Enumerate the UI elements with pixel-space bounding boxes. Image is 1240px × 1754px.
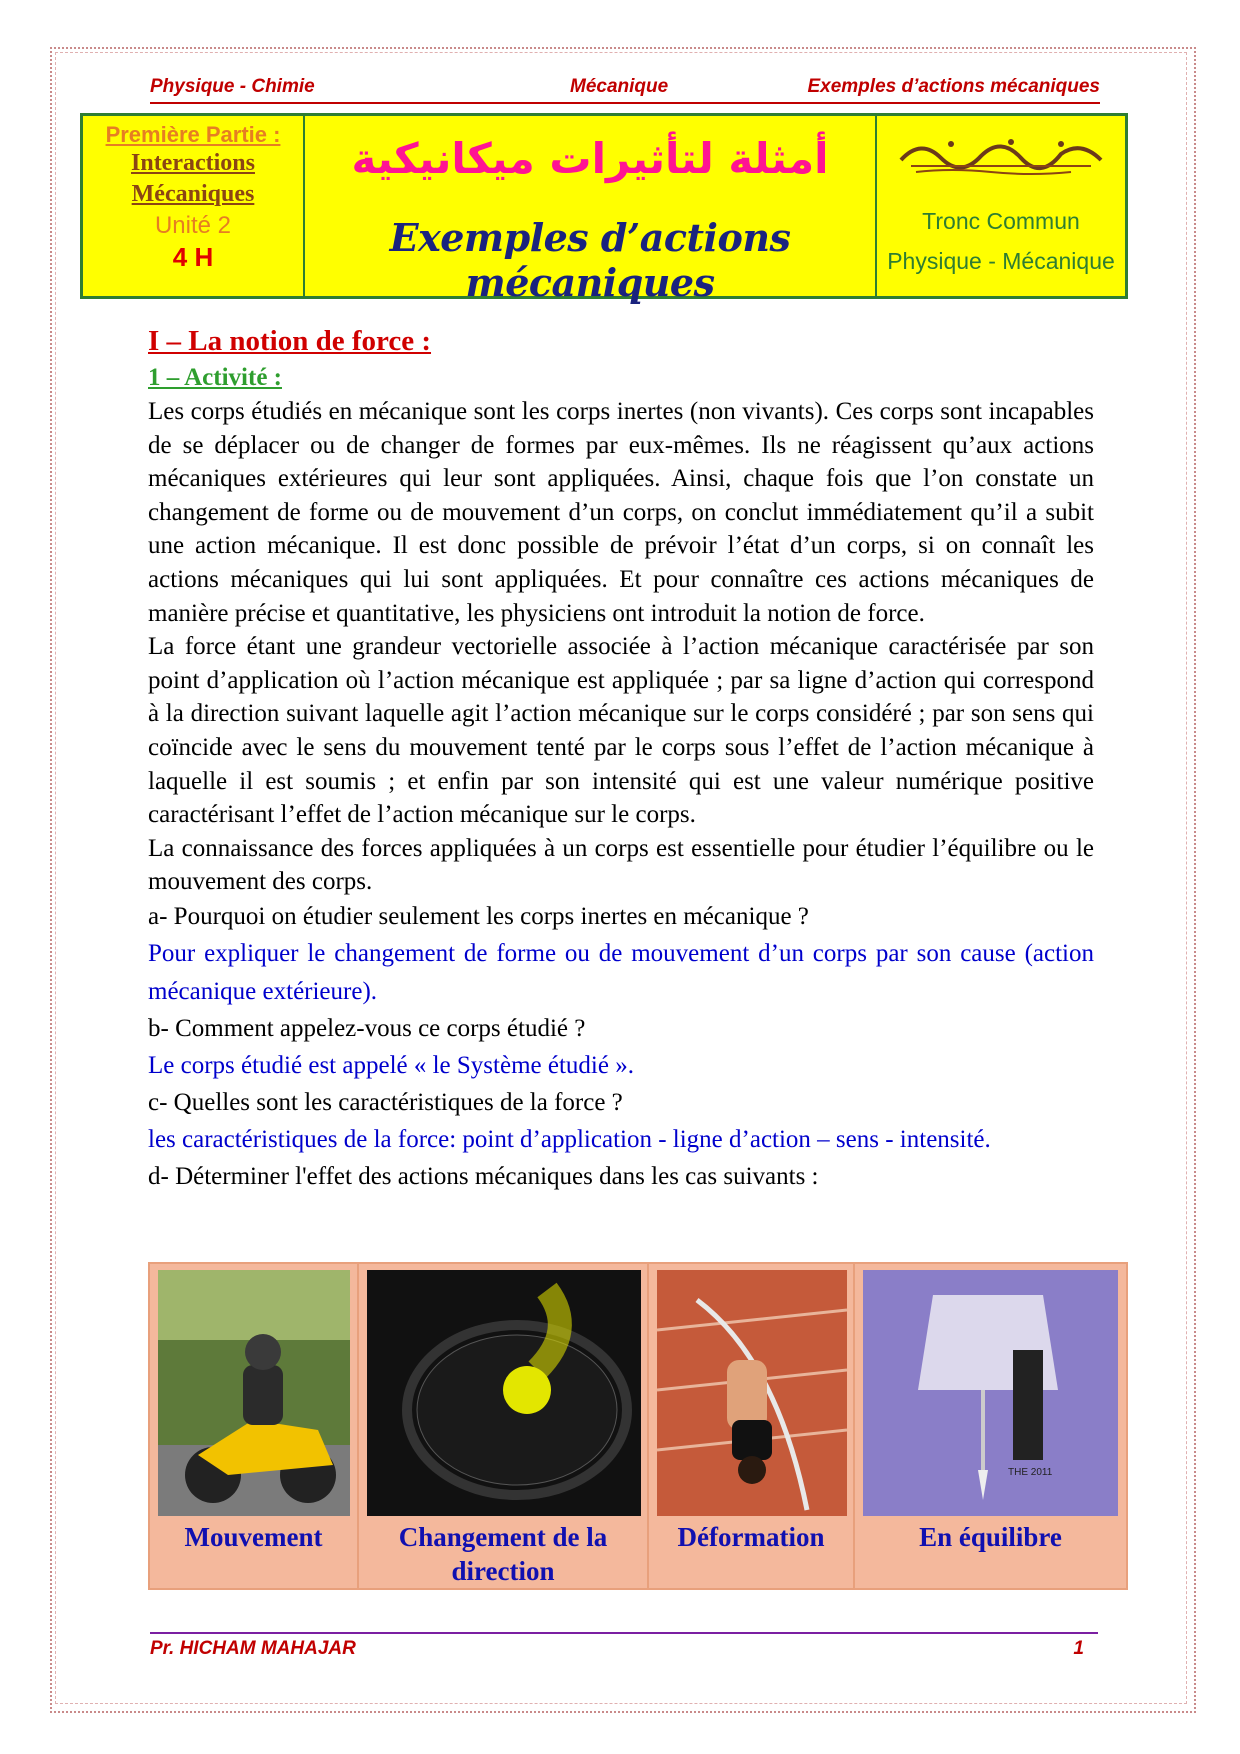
question-d: d- Déterminer l'effet des actions mécaniques dans les cas suivants : — [148, 1162, 819, 1190]
hours-label: 4 H — [172, 242, 214, 272]
effects-gallery — [148, 1262, 1128, 1590]
answer-b: Le corps étudié est appelé « le Système étudié ». — [148, 1051, 634, 1079]
level-cell — [877, 116, 1125, 296]
gallery-cell-deformation — [649, 1264, 855, 1588]
gallery-label-motion: Mouvement — [184, 1522, 323, 1552]
footer-author: Pr. HICHAM MAHAJAR — [150, 1638, 356, 1659]
course-info-cell — [83, 116, 305, 296]
arabic-title: أمثلة لتأثيرات ميكانيكية — [351, 134, 829, 183]
module-name-line2: Mécaniques — [131, 181, 255, 207]
module-name-line1: Interactions — [131, 150, 255, 176]
running-header-topic: Mécanique — [570, 76, 669, 97]
gallery-label-direction: Changement de la direction — [398, 1522, 608, 1586]
french-title: Exemples d’actions mécaniques — [389, 215, 791, 305]
answer-a: Pour expliquer le changement de forme ou de mouvement d’un corps par son cause (action mécanique extérieure). — [148, 939, 1094, 1005]
section-title: I – La notion de force : — [148, 325, 432, 357]
gallery-label-deformation: Déformation — [677, 1522, 825, 1552]
paragraph-force-knowledge: La connaissance des forces appliquées à un corps est essentielle pour étudier l’équilibre ou le mouvement des corps. — [148, 834, 1094, 896]
activity-subtitle: 1 – Activité : — [148, 364, 282, 391]
tennis-ball-racket-photo — [367, 1270, 641, 1516]
level-label: Tronc Commun — [922, 208, 1080, 234]
title-block — [80, 113, 1128, 305]
question-b: b- Comment appelez-vous ce corps étudié ? — [148, 1014, 586, 1042]
paragraph-force-definition: La force étant une grandeur vectorielle associée à l’action mécanique caractérisée par son point d’application où l’action mécanique est appliquée ; par sa ligne d’action qui correspond à la direction suivant laquelle agit l’action mécanique sur le corps considéré ; par son sens qui coïncide avec le sens du mouvement tenté par le corps sous l’effet de l’action mécanique à laquelle il est soumis ; et enfin par son intensité qui est une valeur numérique positive caractérisant l’effet de l’action mécanique sur le corps. — [148, 633, 1094, 829]
running-header-chapter: Exemples d’actions mécaniques — [807, 76, 1100, 97]
unit-label: Unité 2 — [154, 212, 232, 239]
question-c: c- Quelles sont les caractéristiques de la force ? — [148, 1088, 623, 1116]
subject-label: Physique - Mécanique — [887, 248, 1115, 274]
wall-lamp-photo — [863, 1270, 1118, 1516]
answer-c: les caractéristiques de la force: point d’application - ligne d’action – sens - intensité. — [148, 1125, 991, 1153]
question-a: a- Pourquoi on étudier seulement les corps inertes en mécanique ? — [148, 902, 809, 930]
gallery-cell-motion — [150, 1264, 359, 1588]
part-label: Première Partie : — [105, 122, 281, 147]
footer — [150, 1632, 1098, 1664]
page-number: 1 — [1073, 1638, 1084, 1659]
gallery-cell-direction — [359, 1264, 649, 1588]
pole-vault-photo — [657, 1270, 847, 1516]
running-header-subject: Physique - Chimie — [150, 76, 315, 97]
basmala-calligraphy-icon — [891, 130, 1111, 178]
main-text — [148, 395, 1094, 1195]
gallery-cell-equilibrium — [855, 1264, 1126, 1588]
paragraph-inert-bodies: Les corps étudiés en mécanique sont les corps inertes (non vivants). Ces corps sont incapables de se déplacer ou de changer de formes par eux-mêmes. Ils ne réagissent qu’aux actions mécaniques extérieures qui leur sont appliquées. Ainsi, chaque fois que l’on constate un changement de forme ou de mouvement d’un corps, on conclut immédiatement qu’il a subit une action mécanique. Il est donc possible de prévoir l’état d’un corps, si on connaît les actions mécaniques qui lui sont appliquées. Et pour connaître ces actions mécaniques de manière précise et quantitative, les physiciens ont introduit la notion de force. — [148, 398, 1094, 627]
motorcyclist-photo — [158, 1270, 350, 1516]
title-cell — [305, 116, 877, 305]
lamp-caption: THE 2011 — [1008, 1467, 1053, 1478]
running-header — [150, 76, 1100, 104]
gallery-label-equilibrium: En équilibre — [919, 1522, 1062, 1552]
